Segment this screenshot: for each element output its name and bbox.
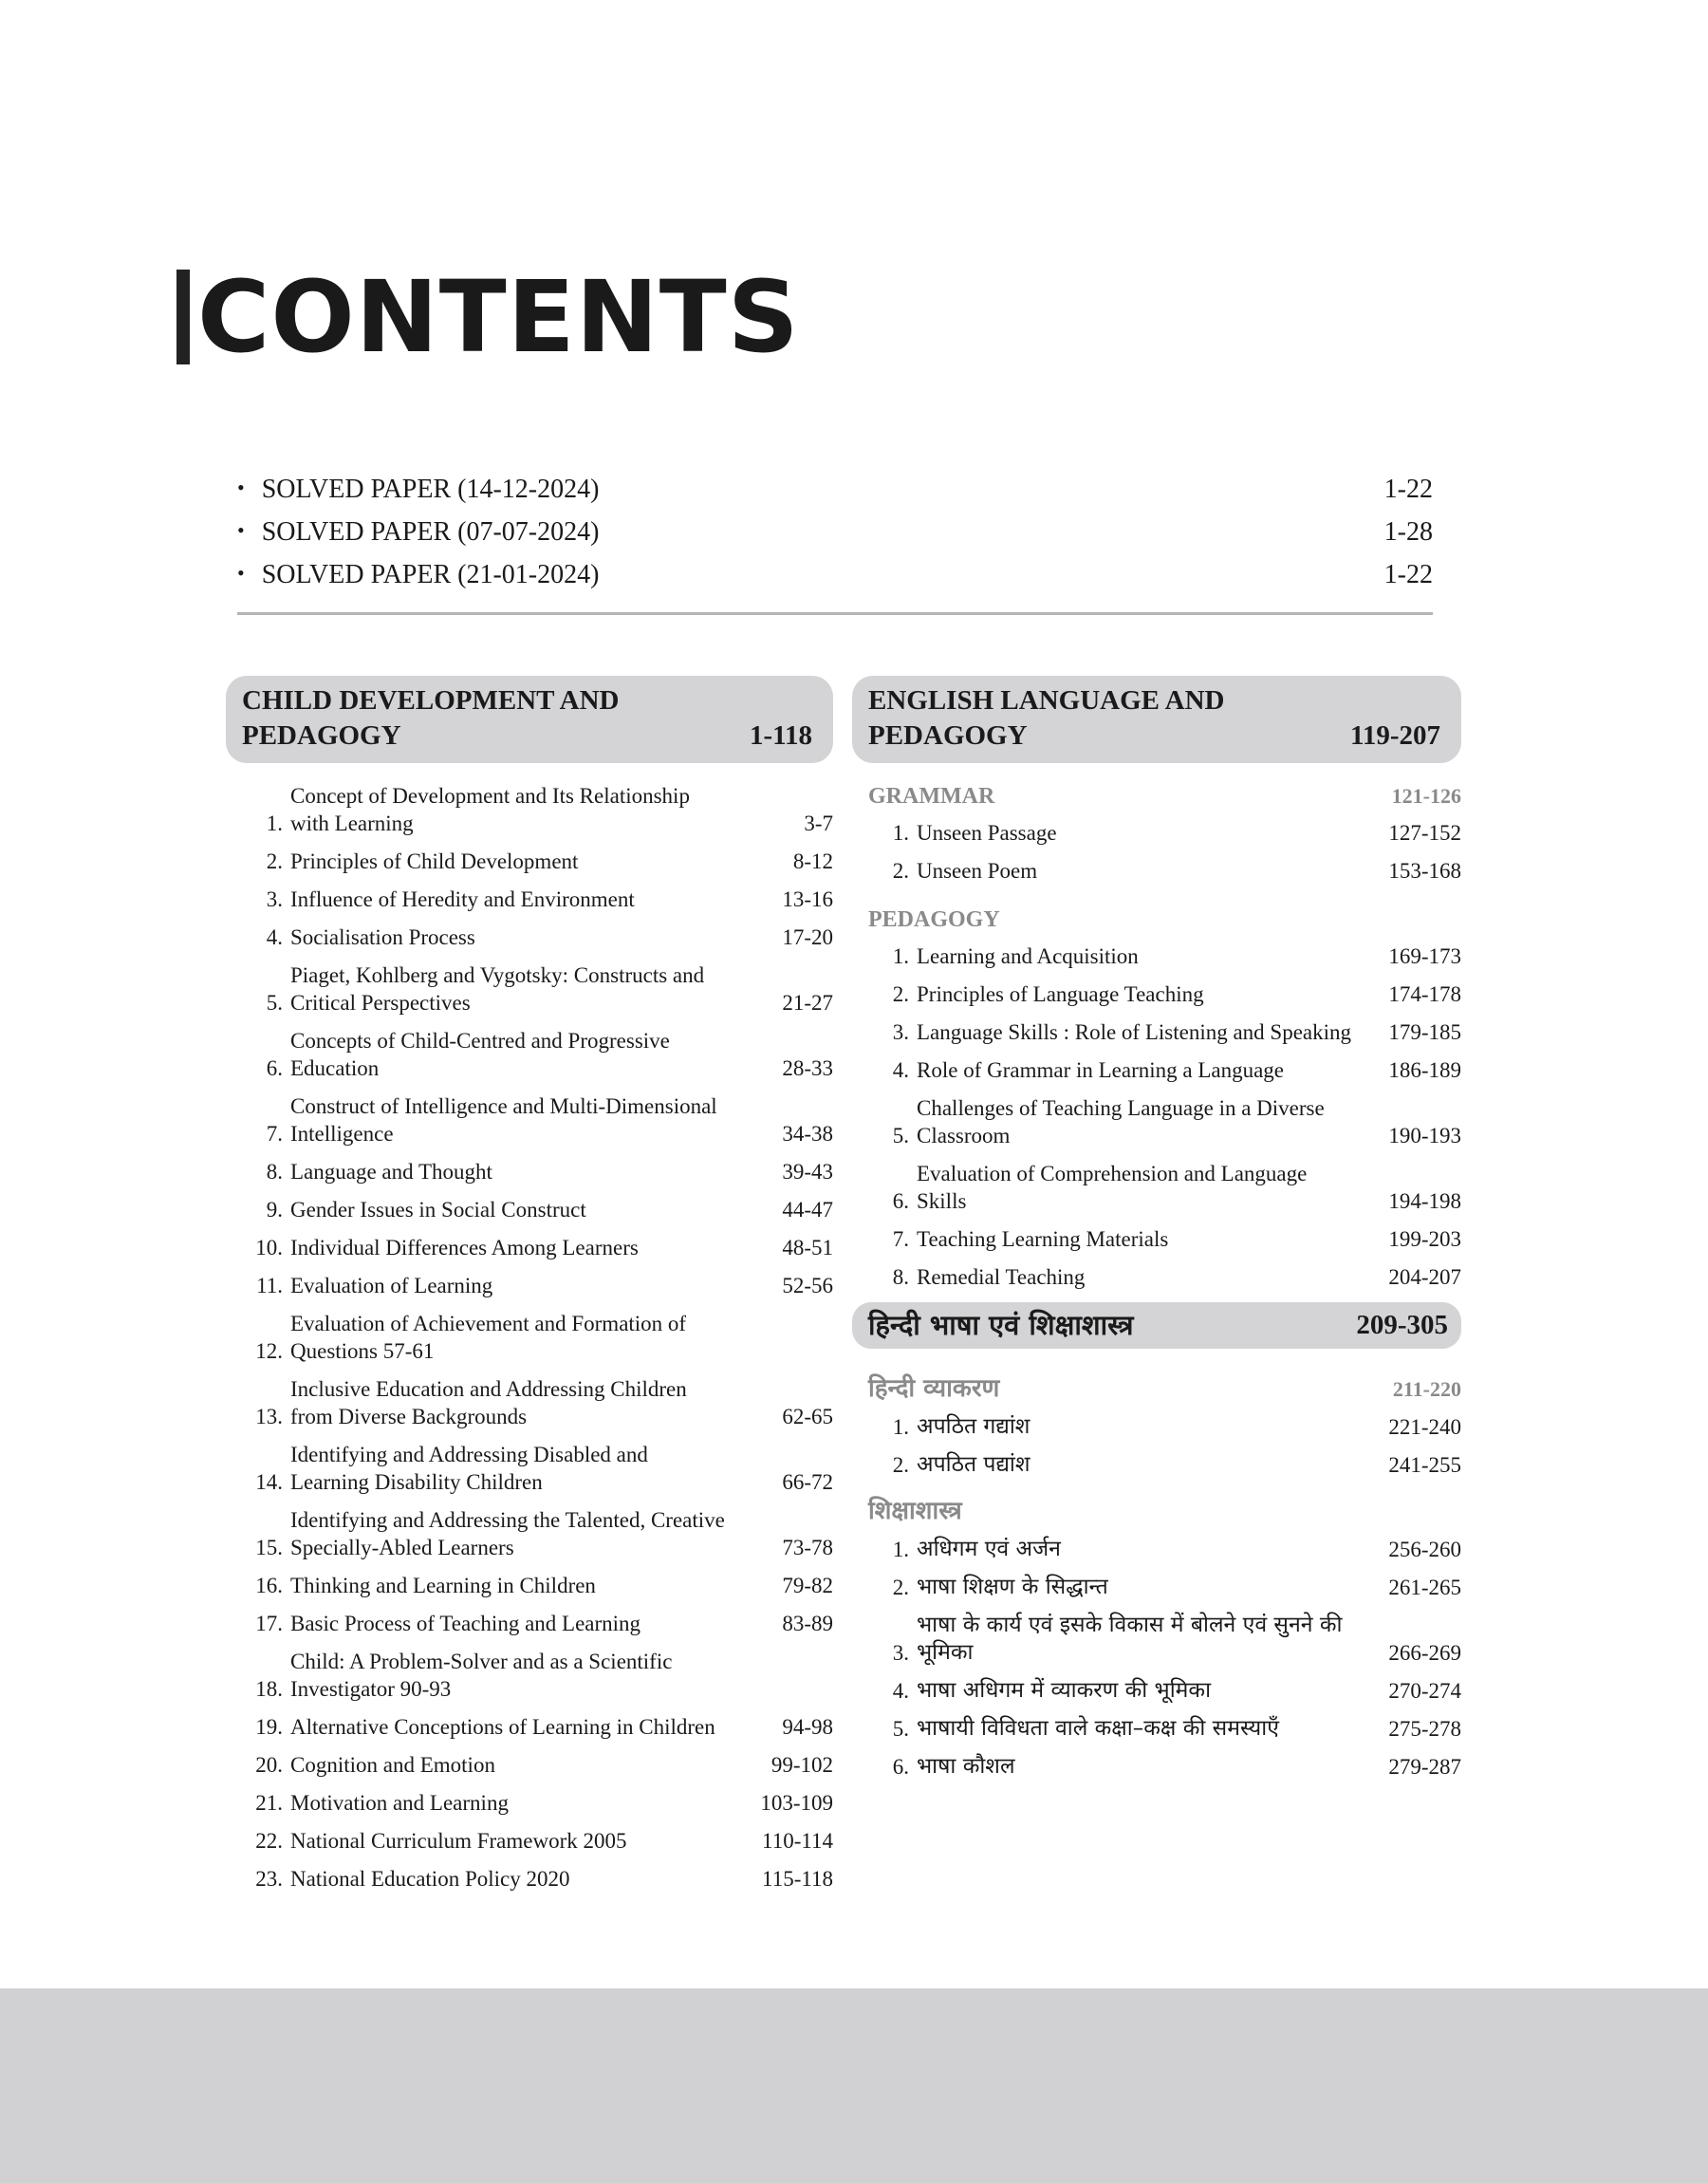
chapter-list [852,1413,1461,1479]
entry-number: 12. [255,1339,283,1363]
toc-entry[interactable] [852,1536,1461,1563]
entry-title: Learning and Acquisition [917,944,1139,968]
entry-title: Individual Differences Among Learners [290,1236,639,1259]
entry-title: Identifying and Addressing the Talented, Creative Specially-Abled Learners [290,1508,725,1559]
entry-number: 4. [892,1679,909,1703]
entry-number: 1. [892,944,909,968]
entry-pages: 270-274 [1388,1679,1461,1703]
entry-title: Construct of Intelligence and Multi-Dimensional Intelligence [290,1094,717,1146]
section-pages: 1-118 [749,720,812,751]
toc-entry[interactable] [226,1027,833,1082]
toc-entry[interactable] [226,1610,833,1637]
solved-paper-label: • SOLVED PAPER (14-12-2024) [237,475,599,505]
toc-entry[interactable] [226,1865,833,1893]
entry-number: 6. [892,1189,909,1213]
entry-pages: 241-255 [1388,1453,1461,1477]
entry-title: Inclusive Education and Addressing Children from Diverse Backgrounds [290,1377,687,1428]
entry-number: 2. [892,1576,909,1599]
solved-paper-pages: 1-22 [1383,475,1433,504]
toc-entry[interactable] [226,961,833,1017]
entry-title: Language Skills : Role of Listening and Speaking [917,1020,1352,1044]
subsection-header [852,784,1461,810]
entry-number: 2. [266,849,283,873]
entry-pages: 127-152 [1388,821,1461,845]
entry-number: 7. [892,1227,909,1251]
toc-entry[interactable] [852,1612,1461,1667]
toc-entry[interactable] [226,1272,833,1299]
section-title: हिन्दी भाषा एवं शिक्षाशास्त्र [868,1309,1134,1341]
entry-number: 5. [892,1124,909,1147]
section-title: CHILD DEVELOPMENT AND PEDAGOGY [242,685,620,751]
entry-pages: 66-72 [782,1470,833,1494]
toc-entry[interactable] [226,924,833,951]
entry-pages: 186-189 [1388,1058,1461,1082]
entry-number: 2. [892,1453,909,1477]
solved-paper-row[interactable] [237,517,1433,560]
entry-title: Challenges of Teaching Language in a Diverse Classroom [917,1096,1325,1147]
toc-entry[interactable] [852,819,1461,847]
entry-number: 4. [266,925,283,949]
entry-number: 11. [256,1274,283,1297]
entry-pages: 174-178 [1388,982,1461,1006]
section-pages: 119-207 [1349,720,1440,751]
entry-number: 1. [892,821,909,845]
section-header[interactable] [226,676,833,763]
entry-title: Basic Process of Teaching and Learning [290,1612,641,1635]
entry-number: 22. [255,1829,283,1853]
entry-pages: 194-198 [1388,1189,1461,1213]
entry-pages: 8-12 [792,849,833,873]
subsection-pages: 211-220 [1392,1377,1461,1401]
toc-entry[interactable] [852,1413,1461,1441]
toc-entry[interactable] [852,1056,1461,1084]
subsection-title: PEDAGOGY [868,907,1000,932]
entry-title: Concepts of Child-Centred and Progressive Education [290,1029,670,1080]
entry-pages: 17-20 [782,925,833,949]
toc-entry[interactable] [226,886,833,913]
toc-entry[interactable] [852,942,1461,970]
entry-number: 10. [255,1236,283,1259]
entry-title: अपठित गद्यांश [917,1414,1030,1439]
entry-number: 17. [255,1612,283,1635]
toc-entry[interactable] [852,1263,1461,1291]
entry-pages: 204-207 [1388,1265,1461,1289]
entry-pages: 13-16 [782,887,833,911]
title-accent-bar [176,270,190,364]
footer-band [0,1988,1708,2183]
toc-entry[interactable] [226,1092,833,1147]
entry-title: भाषा अधिगम में व्याकरण की भूमिका [917,1678,1212,1703]
entry-title: भाषा कौशल [917,1754,1015,1779]
entry-title: Child: A Problem-Solver and as a Scientific Investigator 90-93 [290,1650,673,1701]
entry-title: Evaluation of Achievement and Formation of Questions 57-61 [290,1312,687,1363]
entry-number: 23. [255,1867,283,1891]
entry-title: Influence of Heredity and Environment [290,887,635,911]
subsection-header [852,1370,1461,1404]
entry-pages: 62-65 [782,1405,833,1428]
entry-number: 8. [266,1160,283,1184]
entry-title: भाषा शिक्षण के सिद्धान्त [917,1575,1108,1599]
entry-number: 3. [892,1020,909,1044]
toc-entry[interactable] [226,1789,833,1817]
toc-entry[interactable] [852,1574,1461,1601]
subsection-pages: 121-126 [1391,784,1461,808]
entry-pages: 73-78 [782,1536,833,1559]
entry-number: 2. [892,982,909,1006]
entry-pages: 179-185 [1388,1020,1461,1044]
entry-pages: 103-109 [760,1791,833,1815]
solved-paper-row[interactable] [237,475,1433,517]
entry-number: 6. [892,1755,909,1779]
entry-title: Identifying and Addressing Disabled and Learning Disability Children [290,1443,648,1494]
chapter-list [852,1536,1461,1781]
entry-number: 5. [266,991,283,1015]
entry-pages: 94-98 [782,1715,833,1739]
entry-title: Socialisation Process [290,925,475,949]
entry-title: Unseen Passage [917,821,1057,845]
section-title: ENGLISH LANGUAGE AND PEDAGOGY [868,685,1225,751]
entry-pages: 261-265 [1388,1576,1461,1599]
entry-number: 4. [892,1058,909,1082]
entry-title: Principles of Language Teaching [917,982,1204,1006]
toc-entry[interactable] [852,980,1461,1008]
entry-number: 3. [892,1641,909,1665]
entry-number: 6. [266,1056,283,1080]
entry-title: Evaluation of Learning [290,1274,493,1297]
section-header[interactable] [852,676,1461,763]
solved-paper-pages: 1-28 [1383,517,1433,547]
entry-number: 9. [266,1198,283,1222]
entry-title: National Curriculum Framework 2005 [290,1829,627,1853]
entry-pages: 34-38 [782,1122,833,1146]
entry-number: 13. [255,1405,283,1428]
entry-title: Piaget, Kohlberg and Vygotsky: Constructs and Critical Perspectives [290,963,705,1015]
entry-pages: 99-102 [770,1753,833,1777]
solved-paper-label: • SOLVED PAPER (07-07-2024) [237,517,599,548]
entry-pages: 48-51 [782,1236,833,1259]
entry-number: 1. [892,1538,909,1561]
solved-paper-pages: 1-22 [1383,560,1433,589]
entry-title: Role of Grammar in Learning a Language [917,1058,1285,1082]
entry-title: Teaching Learning Materials [917,1227,1169,1251]
entry-number: 2. [892,859,909,883]
entry-number: 16. [255,1574,283,1597]
entry-number: 5. [892,1717,909,1741]
chapter-list [226,782,833,1893]
entry-pages: 169-173 [1388,944,1461,968]
toc-entry[interactable] [226,1196,833,1223]
entry-pages: 83-89 [782,1612,833,1635]
toc-entry[interactable] [226,782,833,837]
toc-entry[interactable] [226,1751,833,1779]
chapter-list [852,942,1461,1291]
entry-pages: 21-27 [782,991,833,1015]
toc-entry[interactable] [226,1375,833,1430]
entry-number: 3. [266,887,283,911]
entry-number: 19. [255,1715,283,1739]
toc-entry[interactable] [852,1160,1461,1215]
solved-paper-label: • SOLVED PAPER (21-01-2024) [237,560,599,590]
entry-pages: 39-43 [782,1160,833,1184]
entry-pages: 115-118 [762,1867,833,1891]
entry-title: Concept of Development and Its Relationship with Learning [290,784,690,835]
toc-entry[interactable] [852,1715,1461,1743]
toc-entry[interactable] [852,1018,1461,1046]
toc-entry[interactable] [226,1158,833,1185]
toc-entry[interactable] [226,1713,833,1741]
subsection-title: हिन्दी व्याकरण [868,1374,1000,1403]
entry-title: Alternative Conceptions of Learning in Children [290,1715,715,1739]
entry-pages: 153-168 [1388,859,1461,883]
entry-title: अधिगम एवं अर्जन [917,1537,1061,1561]
entry-number: 1. [266,812,283,835]
entry-number: 7. [266,1122,283,1146]
toc-entry[interactable] [226,1648,833,1703]
toc-entry[interactable] [852,1094,1461,1149]
entry-title: भाषायी विविधता वाले कक्षा–कक्ष की समस्याएँ [917,1716,1279,1741]
toc-entry[interactable] [852,1753,1461,1781]
entry-title: Motivation and Learning [290,1791,509,1815]
entry-title: Language and Thought [290,1160,492,1184]
entry-number: 21. [255,1791,283,1815]
chapter-list [852,819,1461,885]
toc-entry[interactable] [852,857,1461,885]
child-development-section [226,676,833,1903]
toc-entry[interactable] [226,1506,833,1561]
entry-number: 14. [255,1470,283,1494]
contents-heading [176,259,800,375]
toc-entry[interactable] [226,1441,833,1496]
subsection-header [852,1492,1461,1526]
entry-pages: 266-269 [1388,1641,1461,1665]
entry-title: भाषा के कार्य एवं इसके विकास में बोलने एवं सुनने की भूमिका [917,1613,1343,1665]
entry-pages: 275-278 [1388,1717,1461,1741]
entry-pages: 190-193 [1388,1124,1461,1147]
entry-pages: 28-33 [782,1056,833,1080]
entry-pages: 44-47 [782,1198,833,1222]
entry-title: Remedial Teaching [917,1265,1086,1289]
entry-pages: 221-240 [1388,1415,1461,1439]
entry-title: Principles of Child Development [290,849,579,873]
entry-number: 18. [255,1677,283,1701]
toc-entry[interactable] [852,1225,1461,1253]
section-header[interactable] [852,1302,1461,1349]
entry-pages: 199-203 [1388,1227,1461,1251]
solved-papers-list [237,475,1433,615]
entry-title: Cognition and Emotion [290,1753,495,1777]
page-title: CONTENTS [197,259,800,375]
entry-pages: 256-260 [1388,1538,1461,1561]
entry-pages: 3-7 [804,812,833,835]
entry-title: Unseen Poem [917,859,1038,883]
entry-title: Evaluation of Comprehension and Language Skills [917,1162,1308,1213]
toc-entry[interactable] [226,1827,833,1855]
toc-entry[interactable] [226,1572,833,1599]
entry-title: Thinking and Learning in Children [290,1574,596,1597]
toc-entry[interactable] [852,1451,1461,1479]
entry-number: 1. [892,1415,909,1439]
entry-number: 15. [255,1536,283,1559]
entry-number: 20. [255,1753,283,1777]
toc-entry[interactable] [226,1310,833,1365]
entry-title: Gender Issues in Social Construct [290,1198,586,1222]
entry-pages: 79-82 [782,1574,833,1597]
toc-entry[interactable] [226,848,833,875]
entry-pages: 52-56 [782,1274,833,1297]
toc-entry[interactable] [226,1234,833,1261]
solved-paper-row[interactable] [237,560,1433,603]
entry-number: 8. [892,1265,909,1289]
toc-entry[interactable] [852,1677,1461,1705]
entry-pages: 110-114 [762,1829,833,1853]
divider [237,612,1433,615]
entry-pages: 279-287 [1388,1755,1461,1779]
subsection-title: शिक्षाशास्त्र [868,1497,962,1525]
subsection-header [852,907,1461,933]
right-column [852,676,1461,1791]
subsection-title: GRAMMAR [868,784,995,809]
entry-title: अपठित पद्यांश [917,1452,1030,1477]
entry-title: National Education Policy 2020 [290,1867,570,1891]
section-pages: 209-305 [1356,1310,1448,1340]
